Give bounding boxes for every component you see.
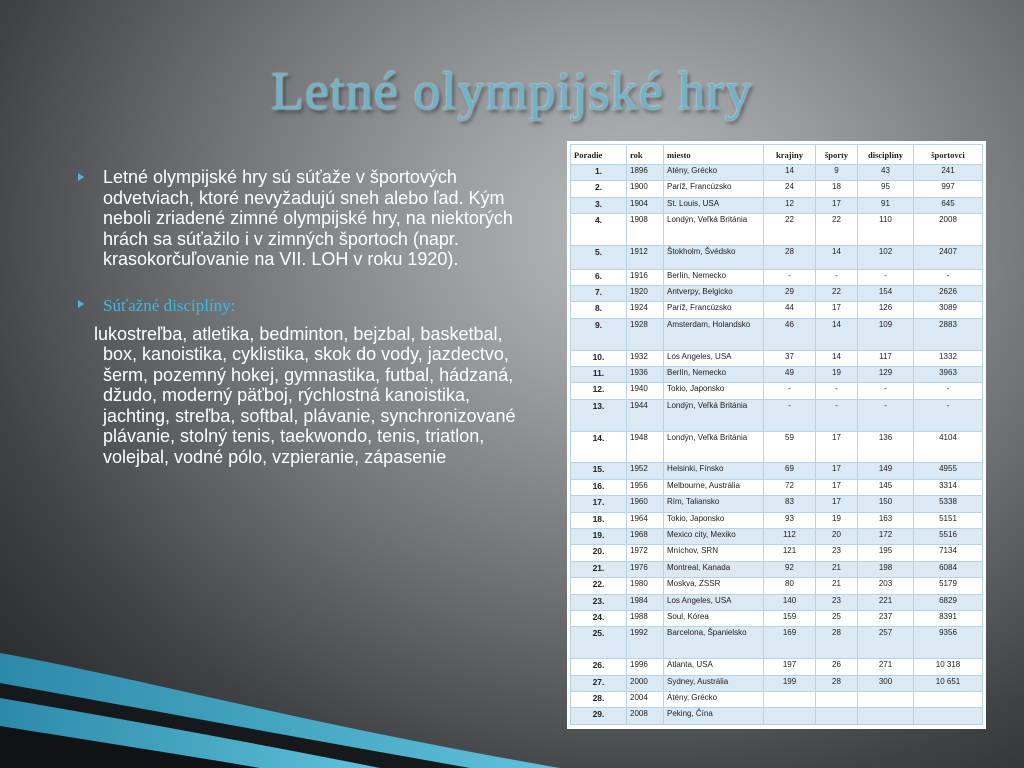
cell-krajiny: 12 [764, 197, 816, 213]
cell-krajiny: 93 [764, 512, 816, 528]
cell-rok: 1952 [627, 463, 664, 479]
cell-discipliny: 163 [858, 512, 914, 528]
cell-miesto: Rím, Taliansko [664, 496, 764, 512]
cell-rok: 1928 [627, 318, 664, 350]
cell-miesto: Sydney, Austrália [664, 675, 764, 691]
cell-rok: 1996 [627, 659, 664, 675]
cell-sportovci: 2407 [914, 246, 983, 270]
cell-poradie: 7. [571, 285, 627, 301]
cell-discipliny: 237 [858, 611, 914, 627]
cell-rok: 1896 [627, 165, 664, 181]
cell-rok: 1904 [627, 197, 664, 213]
cell-discipliny: 129 [858, 366, 914, 382]
table-row [571, 675, 983, 691]
cell-miesto: Los Angeles, USA [664, 594, 764, 610]
table-row [571, 214, 983, 246]
cell-discipliny: 195 [858, 545, 914, 561]
table-row [571, 594, 983, 610]
cell-sportovci [914, 708, 983, 725]
table-row [571, 246, 983, 270]
table-row [571, 269, 983, 285]
cell-rok: 1992 [627, 627, 664, 659]
cell-discipliny: 102 [858, 246, 914, 270]
cell-krajiny: 28 [764, 246, 816, 270]
cell-sportovci: 645 [914, 197, 983, 213]
cell-miesto: Tokio, Japonsko [664, 383, 764, 399]
cell-krajiny: 14 [764, 165, 816, 181]
cell-krajiny: 199 [764, 675, 816, 691]
cell-poradie: 18. [571, 512, 627, 528]
header-sportovci: športovci [914, 145, 983, 165]
cell-sportovci: 3963 [914, 366, 983, 382]
cell-sportovci: 2008 [914, 214, 983, 246]
cell-krajiny: 197 [764, 659, 816, 675]
cell-poradie: 9. [571, 318, 627, 350]
table-row [571, 545, 983, 561]
cell-rok: 2000 [627, 675, 664, 691]
cell-miesto: Antverpy, Belgicko [664, 285, 764, 301]
table-row [571, 350, 983, 366]
header-poradie: Poradie [571, 145, 627, 165]
cell-sporty: 18 [816, 181, 858, 197]
triangle-bullet-icon [78, 300, 84, 308]
cell-discipliny [858, 708, 914, 725]
cell-sporty: 14 [816, 318, 858, 350]
cell-poradie: 1. [571, 165, 627, 181]
cell-sportovci: 3314 [914, 479, 983, 495]
cell-sportovci: 6084 [914, 561, 983, 577]
cell-rok: 1908 [627, 214, 664, 246]
cell-miesto: Mexico city, Mexiko [664, 528, 764, 544]
cell-rok: 1944 [627, 399, 664, 431]
cell-sporty: - [816, 383, 858, 399]
cell-poradie: 4. [571, 214, 627, 246]
cell-discipliny: 221 [858, 594, 914, 610]
cell-miesto: Paríž, Francúzsko [664, 302, 764, 318]
olympics-table-container [567, 141, 986, 729]
cell-sportovci: 2883 [914, 318, 983, 350]
intro-text: Letné olympijské hry sú súťaže v športových odvetviach, ktoré nevyžadujú sneh alebo ľad. Kým neboli zriadené zimné olympijské hry, na niektorých hrách sa súťažilo i v zimných športoch (napr. krasokorčuľovanie na VII. LOH v roku 1920). [103, 167, 513, 269]
cell-miesto: Barcelona, Španielsko [664, 627, 764, 659]
cell-sportovci: 10 651 [914, 675, 983, 691]
cell-poradie: 29. [571, 708, 627, 725]
cell-krajiny: 29 [764, 285, 816, 301]
cell-sporty: 17 [816, 496, 858, 512]
cell-rok: 1924 [627, 302, 664, 318]
cell-sportovci: 241 [914, 165, 983, 181]
cell-sporty: 23 [816, 594, 858, 610]
table-row [571, 302, 983, 318]
table-row [571, 659, 983, 675]
cell-sportovci: 3089 [914, 302, 983, 318]
cell-miesto: Atlanta, USA [664, 659, 764, 675]
cell-poradie: 14. [571, 431, 627, 463]
cell-rok: 1988 [627, 611, 664, 627]
cell-rok: 1916 [627, 269, 664, 285]
cell-sporty: 17 [816, 479, 858, 495]
cell-sporty: 9 [816, 165, 858, 181]
cell-rok: 2004 [627, 692, 664, 708]
cell-rok: 1912 [627, 246, 664, 270]
cell-krajiny: - [764, 269, 816, 285]
cell-sportovci: 5179 [914, 578, 983, 594]
table-row [571, 692, 983, 708]
cell-krajiny [764, 708, 816, 725]
cell-krajiny: 169 [764, 627, 816, 659]
cell-miesto: Los Angeles, USA [664, 350, 764, 366]
cell-rok: 1972 [627, 545, 664, 561]
cell-rok: 1960 [627, 496, 664, 512]
cell-miesto: Helsinki, Fínsko [664, 463, 764, 479]
table-row [571, 318, 983, 350]
cell-discipliny: - [858, 269, 914, 285]
cell-discipliny: 110 [858, 214, 914, 246]
cell-rok: 1956 [627, 479, 664, 495]
cell-poradie: 5. [571, 246, 627, 270]
cell-sporty: - [816, 399, 858, 431]
cell-discipliny: 145 [858, 479, 914, 495]
cell-discipliny: 271 [858, 659, 914, 675]
cell-sporty: 22 [816, 214, 858, 246]
cell-miesto: Mníchov, SRN [664, 545, 764, 561]
cell-discipliny: 172 [858, 528, 914, 544]
cell-sporty: 17 [816, 197, 858, 213]
cell-sportovci: - [914, 269, 983, 285]
cell-rok: 2008 [627, 708, 664, 725]
cell-rok: 1976 [627, 561, 664, 577]
cell-discipliny: 203 [858, 578, 914, 594]
table-row [571, 512, 983, 528]
table-row [571, 708, 983, 725]
cell-sporty: 28 [816, 627, 858, 659]
table-row [571, 366, 983, 382]
cell-miesto: Montreal, Kanada [664, 561, 764, 577]
cell-krajiny: 44 [764, 302, 816, 318]
cell-discipliny: 150 [858, 496, 914, 512]
cell-rok: 1920 [627, 285, 664, 301]
cell-miesto: Atény, Grécko [664, 165, 764, 181]
cell-sporty: 14 [816, 350, 858, 366]
cell-miesto: Tokio, Japonsko [664, 512, 764, 528]
cell-rok: 1932 [627, 350, 664, 366]
cell-krajiny [764, 692, 816, 708]
header-krajiny: krajiny [764, 145, 816, 165]
cell-krajiny: 72 [764, 479, 816, 495]
cell-discipliny: 43 [858, 165, 914, 181]
cell-sportovci: 9356 [914, 627, 983, 659]
cell-discipliny: - [858, 383, 914, 399]
header-rok: rok [627, 145, 664, 165]
table-row [571, 611, 983, 627]
cell-discipliny: 154 [858, 285, 914, 301]
cell-poradie: 24. [571, 611, 627, 627]
cell-poradie: 25. [571, 627, 627, 659]
cell-discipliny: 117 [858, 350, 914, 366]
cell-krajiny: 24 [764, 181, 816, 197]
cell-poradie: 22. [571, 578, 627, 594]
cell-sporty: 23 [816, 545, 858, 561]
cell-sporty: 17 [816, 431, 858, 463]
cell-krajiny: 112 [764, 528, 816, 544]
cell-krajiny: - [764, 383, 816, 399]
cell-sportovci: 7134 [914, 545, 983, 561]
cell-miesto: Melbourne, Austrália [664, 479, 764, 495]
cell-poradie: 3. [571, 197, 627, 213]
cell-krajiny: 49 [764, 366, 816, 382]
cell-sporty: 17 [816, 302, 858, 318]
cell-sportovci [914, 692, 983, 708]
cell-miesto: Berlín, Nemecko [664, 269, 764, 285]
cell-krajiny: 69 [764, 463, 816, 479]
cell-rok: 1968 [627, 528, 664, 544]
cell-krajiny: 83 [764, 496, 816, 512]
sports-list: lukostreľba, atletika, bedminton, bejzbal, basketbal, box, kanoistika, cyklistika, skok do vody, jazdectvo, šerm, pozemný hokej, gymnastika, futbal, hádzaná, džudo, moderný päťboj, rýchlostná kanoistika, jachting, streľba, softbal, plávanie, synchronizované plávanie, stolný tenis, taekwondo, tenis, triatlon, volejbal, vodné pólo, vzpieranie, zápasenie [94, 323, 516, 467]
bullet-list [78, 167, 518, 467]
cell-miesto: Londýn, Veľká Británia [664, 431, 764, 463]
table-row [571, 383, 983, 399]
cell-poradie: 2. [571, 181, 627, 197]
cell-sportovci: 2626 [914, 285, 983, 301]
cell-rok: 1980 [627, 578, 664, 594]
cell-discipliny: 91 [858, 197, 914, 213]
cell-krajiny: - [764, 399, 816, 431]
cell-discipliny: 136 [858, 431, 914, 463]
cell-miesto: Londýn, Veľká Británia [664, 214, 764, 246]
cell-sporty: 19 [816, 512, 858, 528]
bullet-intro [78, 167, 518, 270]
cell-krajiny: 80 [764, 578, 816, 594]
cell-sporty: 19 [816, 366, 858, 382]
cell-krajiny: 59 [764, 431, 816, 463]
cell-miesto: Londýn, Veľká Británia [664, 399, 764, 431]
cell-discipliny: 198 [858, 561, 914, 577]
cell-krajiny: 121 [764, 545, 816, 561]
table-row [571, 627, 983, 659]
cell-miesto: St. Louis, USA [664, 197, 764, 213]
cell-sporty [816, 708, 858, 725]
cell-sportovci: - [914, 399, 983, 431]
cell-miesto: Soul, Kórea [664, 611, 764, 627]
cell-sportovci: 997 [914, 181, 983, 197]
triangle-bullet-icon [78, 173, 84, 181]
cell-poradie: 26. [571, 659, 627, 675]
cell-poradie: 21. [571, 561, 627, 577]
cell-poradie: 13. [571, 399, 627, 431]
cell-rok: 1936 [627, 366, 664, 382]
cell-rok: 1940 [627, 383, 664, 399]
table-row [571, 496, 983, 512]
cell-sportovci: 1332 [914, 350, 983, 366]
table-body [571, 165, 983, 725]
cell-krajiny: 159 [764, 611, 816, 627]
cell-krajiny: 140 [764, 594, 816, 610]
cell-sporty: 25 [816, 611, 858, 627]
cell-poradie: 19. [571, 528, 627, 544]
cell-sportovci: 8391 [914, 611, 983, 627]
cell-poradie: 20. [571, 545, 627, 561]
table-row [571, 528, 983, 544]
disciplines-heading: Súťažné disciplíny: [103, 295, 236, 315]
table-row [571, 197, 983, 213]
cell-poradie: 28. [571, 692, 627, 708]
cell-sportovci: 6829 [914, 594, 983, 610]
cell-poradie: 17. [571, 496, 627, 512]
cell-krajiny: 22 [764, 214, 816, 246]
cell-sportovci: 10 318 [914, 659, 983, 675]
cell-sporty: 21 [816, 578, 858, 594]
cell-sportovci: 4104 [914, 431, 983, 463]
cell-discipliny [858, 692, 914, 708]
table-row [571, 578, 983, 594]
cell-poradie: 16. [571, 479, 627, 495]
cell-discipliny: - [858, 399, 914, 431]
table-row [571, 285, 983, 301]
cell-krajiny: 37 [764, 350, 816, 366]
table-header-row [571, 145, 983, 165]
header-miesto: miesto [664, 145, 764, 165]
cell-sporty: 21 [816, 561, 858, 577]
cell-discipliny: 109 [858, 318, 914, 350]
table-row [571, 479, 983, 495]
cell-miesto: Paríž, Francúzsko [664, 181, 764, 197]
cell-sportovci: 4955 [914, 463, 983, 479]
cell-miesto: Atény, Grécko [664, 692, 764, 708]
bullet-disciplines [78, 296, 518, 316]
cell-poradie: 12. [571, 383, 627, 399]
cell-miesto: Peking, Čína [664, 708, 764, 725]
table-row [571, 463, 983, 479]
decorative-wave [0, 638, 600, 768]
cell-sportovci: 5516 [914, 528, 983, 544]
cell-miesto: Amsterdam, Holandsko [664, 318, 764, 350]
cell-miesto: Moskva, ZSSR [664, 578, 764, 594]
table-row [571, 431, 983, 463]
cell-krajiny: 92 [764, 561, 816, 577]
cell-sporty: - [816, 269, 858, 285]
cell-poradie: 11. [571, 366, 627, 382]
cell-rok: 1948 [627, 431, 664, 463]
cell-poradie: 27. [571, 675, 627, 691]
table-row [571, 165, 983, 181]
table-row [571, 561, 983, 577]
cell-sporty: 28 [816, 675, 858, 691]
header-discipliny: disciplíny [858, 145, 914, 165]
slide-title: Letné olympijské hry [271, 61, 753, 121]
cell-poradie: 15. [571, 463, 627, 479]
cell-sporty: 20 [816, 528, 858, 544]
cell-poradie: 23. [571, 594, 627, 610]
cell-sportovci: 5151 [914, 512, 983, 528]
cell-discipliny: 300 [858, 675, 914, 691]
cell-rok: 1984 [627, 594, 664, 610]
cell-sporty: 14 [816, 246, 858, 270]
cell-sportovci: - [914, 383, 983, 399]
cell-sporty: 26 [816, 659, 858, 675]
cell-discipliny: 257 [858, 627, 914, 659]
cell-sportovci: 5338 [914, 496, 983, 512]
header-sporty: športy [816, 145, 858, 165]
cell-sporty [816, 692, 858, 708]
table-row [571, 181, 983, 197]
cell-discipliny: 126 [858, 302, 914, 318]
cell-discipliny: 95 [858, 181, 914, 197]
cell-krajiny: 46 [764, 318, 816, 350]
cell-discipliny: 149 [858, 463, 914, 479]
cell-sporty: 17 [816, 463, 858, 479]
cell-poradie: 10. [571, 350, 627, 366]
cell-rok: 1964 [627, 512, 664, 528]
cell-miesto: Berlín, Nemecko [664, 366, 764, 382]
cell-miesto: Štokholm, Švédsko [664, 246, 764, 270]
olympics-table [570, 144, 983, 725]
cell-poradie: 6. [571, 269, 627, 285]
table-row [571, 399, 983, 431]
cell-rok: 1900 [627, 181, 664, 197]
cell-sporty: 22 [816, 285, 858, 301]
cell-poradie: 8. [571, 302, 627, 318]
